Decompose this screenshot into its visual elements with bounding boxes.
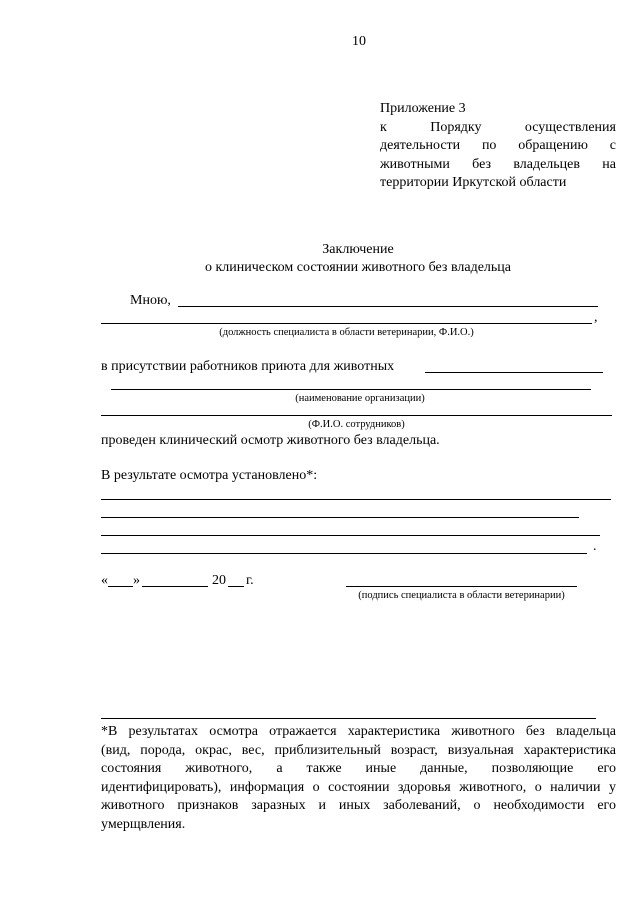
footnote-separator — [101, 718, 596, 719]
page-number: 10 — [352, 34, 366, 49]
appendix-row-2: деятельности по обращению с — [380, 138, 616, 153]
date-day-line[interactable] — [108, 586, 133, 587]
result-line-3[interactable] — [101, 535, 600, 536]
presence-line[interactable] — [425, 372, 603, 373]
result-line-4[interactable] — [101, 553, 587, 554]
result-label: В результате осмотра установлено*: — [101, 468, 318, 483]
date-close-quote: » — [133, 573, 140, 588]
staff-line[interactable] — [101, 415, 612, 416]
footnote-line-6: умерщвления. — [101, 816, 186, 832]
organization-line[interactable] — [111, 389, 591, 390]
specialist-line-1[interactable] — [178, 306, 598, 307]
document-title: Заключение — [322, 242, 394, 257]
footnote-line-1: *В результатах осмотра отражается характеристика животного без владельца — [101, 724, 616, 739]
footnote-line-4: идентифицировать), информация о состоянии здоровья животного, о наличии у — [101, 779, 616, 795]
footnote-line-2: (вид, порода, окрас, вес, приблизительный возраст, визуальная характеристика — [101, 742, 616, 758]
footnote — [101, 723, 616, 835]
date-year-suffix: г. — [246, 573, 254, 588]
date-open-quote: « — [101, 573, 108, 588]
presence-label: в присутствии работников приюта для животных — [101, 359, 395, 374]
appendix-row-3: животными без владельцев на — [380, 156, 616, 172]
result-period: . — [593, 539, 597, 554]
signature-caption: (подпись специалиста в области ветеринарии) — [358, 590, 565, 601]
specialist-caption: (должность специалиста в области ветеринарии, Ф.И.О.) — [219, 327, 474, 338]
comma: , — [594, 310, 598, 325]
organization-caption: (наименование организации) — [295, 393, 425, 404]
specialist-line-2[interactable] — [101, 323, 592, 324]
result-line-2[interactable] — [101, 517, 579, 518]
date-year-line[interactable] — [228, 586, 244, 587]
appendix-title: Приложение 3 — [380, 101, 466, 116]
appendix-block — [380, 100, 616, 193]
by-me-label: Мною, — [130, 293, 171, 308]
staff-caption: (Ф.И.О. сотрудников) — [308, 419, 405, 430]
appendix-row-4: территории Иркутской области — [380, 175, 567, 190]
signature-line[interactable] — [346, 586, 577, 587]
date-month-line[interactable] — [142, 586, 208, 587]
footnote-line-5: животного признаков заразных и иных заболеваний, о необходимости его — [101, 798, 616, 814]
document-subtitle: о клиническом состоянии животного без владельца — [204, 260, 512, 275]
footnote-line-3: состояния животного, а также иные данные, позволяющие его — [101, 761, 616, 777]
appendix-row-1: к Порядку осуществления — [380, 119, 616, 135]
date-year-prefix: 20 — [212, 573, 226, 588]
result-line-1[interactable] — [101, 499, 611, 500]
exam-text: проведен клинический осмотр животного без владельца. — [101, 433, 440, 448]
